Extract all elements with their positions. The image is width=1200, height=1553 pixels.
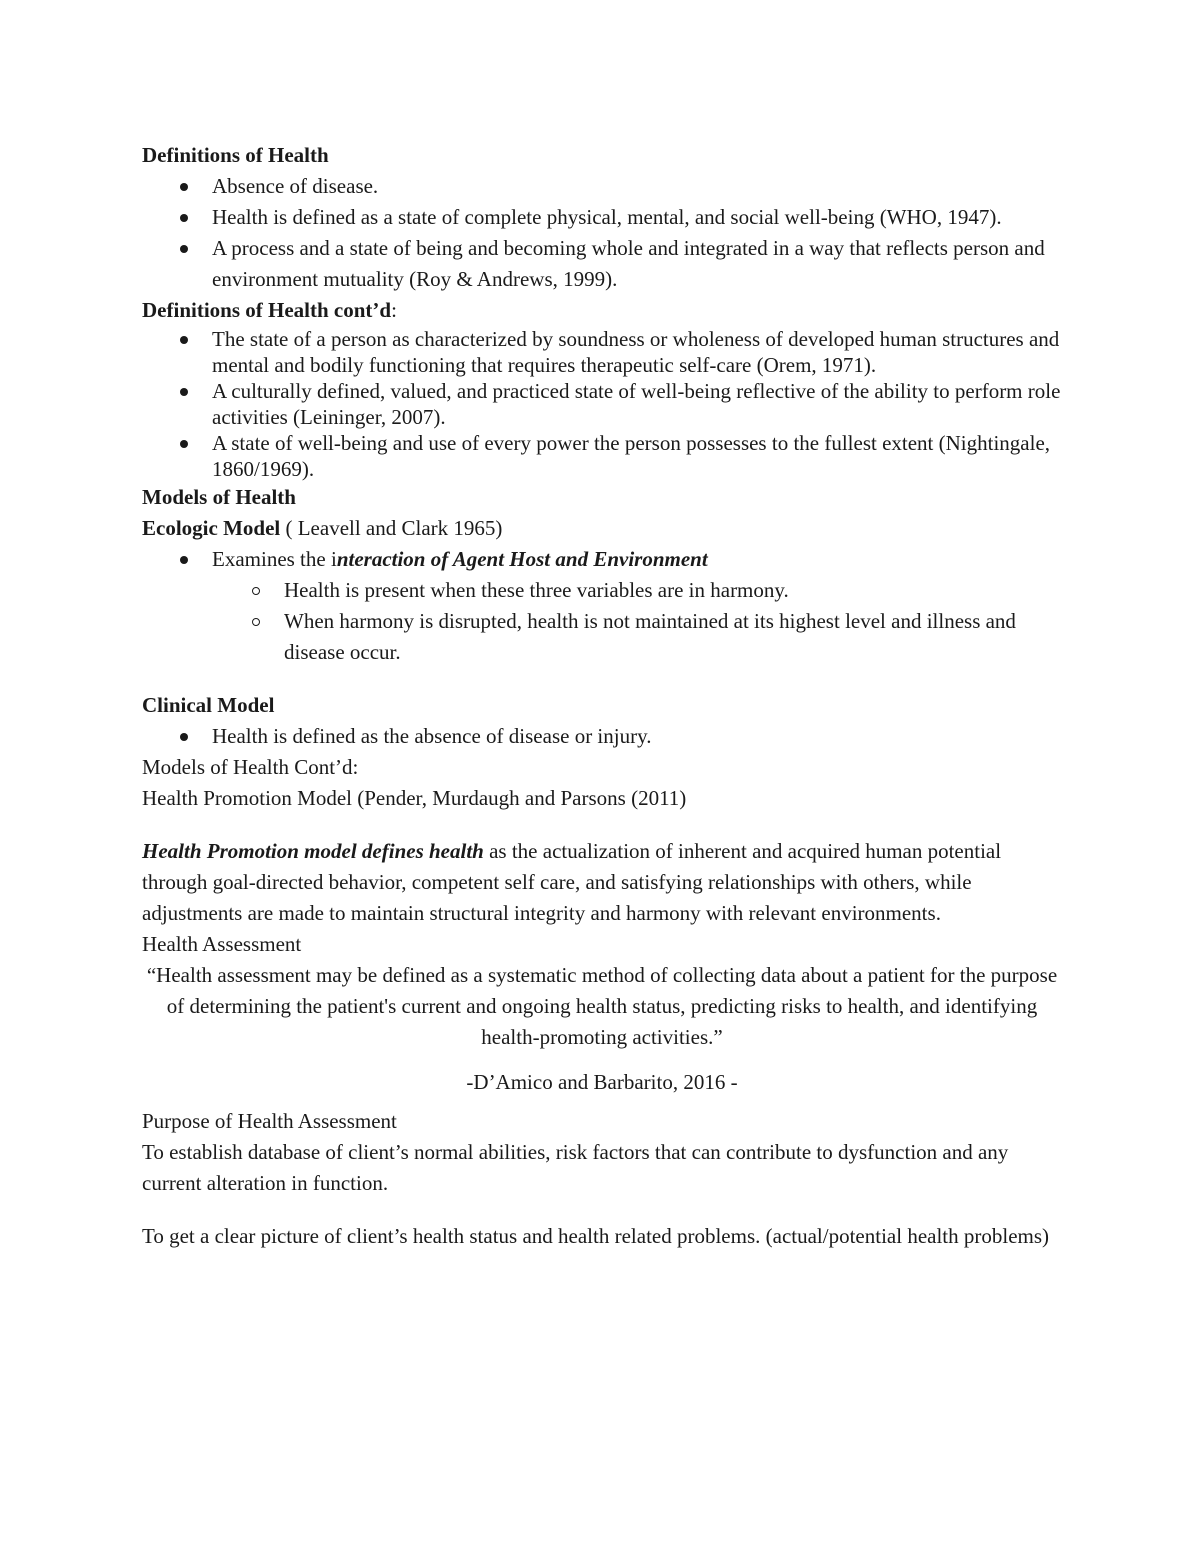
list-item: Health is present when these three variables are in harmony. (284, 575, 1062, 606)
list-item: A state of well-being and use of every power the person possesses to the fullest extent (Nightingale, 1860/1969). (212, 430, 1062, 482)
bullet-icon (180, 336, 188, 344)
bullet-icon (180, 733, 188, 741)
ecologic-sublist (212, 575, 1062, 668)
hpm-paragraph: Health Promotion model defines health as the actualization of inherent and acquired human potential through goal-directed behavior, competent self care, and satisfying relationships with others, while adjustments are made to maintain structural integrity and harmony with relevant environments. (142, 839, 1002, 925)
clinical-model-heading: Clinical Model (142, 693, 275, 717)
health-assessment-quote: “Health assessment may be defined as a systematic method of collecting data about a patient for the purpose of determining the patient's current and ongoing health status, predicting risks to health, and identifying health-promoting activities.” (146, 963, 1058, 1049)
definitions-contd-list (142, 326, 1062, 482)
models-contd-line: Models of Health Cont’d: (142, 755, 359, 779)
list-item: Absence of disease. (212, 171, 1062, 202)
bullet-icon (180, 245, 188, 253)
bullet-icon (180, 556, 188, 564)
definitions-list (142, 171, 1062, 295)
definitions-contd-heading: Definitions of Health cont’d: (142, 298, 397, 322)
purpose-paragraph-1: To establish database of client’s normal abilities, risk factors that can contribute to dysfunction and any current alteration in function. (142, 1140, 1009, 1195)
purpose-paragraph-2: To get a clear picture of client’s health status and health related problems. (actual/potential health problems) (142, 1224, 1050, 1248)
bullet-icon (180, 388, 188, 396)
list-item: A process and a state of being and becoming whole and integrated in a way that reflects person and environment mutuality (Roy & Andrews, 1999). (212, 233, 1062, 295)
circle-bullet-icon (252, 587, 260, 595)
purpose-heading: Purpose of Health Assessment (142, 1109, 397, 1133)
circle-bullet-icon (252, 618, 260, 626)
ecologic-list (142, 544, 1062, 668)
list-item: When harmony is disrupted, health is not maintained at its highest level and illness and disease occur. (284, 606, 1062, 668)
quote-attribution: -D’Amico and Barbarito, 2016 - (466, 1070, 738, 1094)
health-assessment-heading: Health Assessment (142, 932, 302, 956)
list-item: Examines the interaction of Agent Host and Environment Health is present when these three variables are in harmony. When harmony is disrupted, health is not maintained at its highest level and illness and disease occur. (212, 544, 1062, 668)
list-item: The state of a person as characterized by soundness or wholeness of developed human structures and mental and bodily functioning that requires therapeutic self-care (Orem, 1971). (212, 326, 1062, 378)
hpm-line: Health Promotion Model (Pender, Murdaugh and Parsons (2011) (142, 786, 687, 810)
ecologic-model-heading: Ecologic Model ( Leavell and Clark 1965) (142, 516, 503, 540)
list-item: Health is defined as the absence of disease or injury. (212, 721, 1062, 752)
bullet-icon (180, 214, 188, 222)
definitions-heading: Definitions of Health (142, 143, 329, 167)
document-page (142, 140, 1062, 1252)
clinical-list (142, 721, 1062, 752)
models-heading: Models of Health (142, 485, 296, 509)
bullet-icon (180, 183, 188, 191)
list-item: Health is defined as a state of complete physical, mental, and social well-being (WHO, 1947). (212, 202, 1062, 233)
list-item: A culturally defined, valued, and practiced state of well-being reflective of the ability to perform role activities (Leininger, 2007). (212, 378, 1062, 430)
bullet-icon (180, 440, 188, 448)
